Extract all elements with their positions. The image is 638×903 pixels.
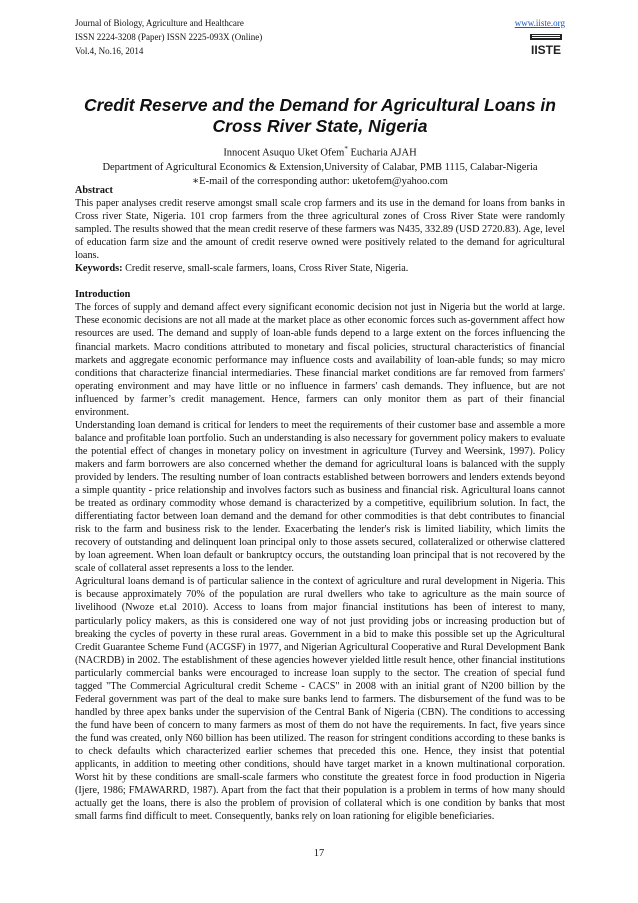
- author-block: [75, 142, 565, 189]
- title-line-2: Cross River State, Nigeria: [212, 116, 428, 136]
- keywords-label: Keywords:: [75, 263, 123, 275]
- author-names: Innocent Asuquo Uket Ofem* Eucharia AJAH: [223, 145, 417, 159]
- intro-paragraph-3: Agricultural loans demand is of particular salience in the context of agriculture and rural development in Nigeria. This is because approximately 70% of the population are rural dwellers who take to agriculture as the main source of livelihood (Nwoze et.al 2010). Access to loans from major financial institutions has been of interest to many, particularly policy makers, as this is considered one way of not just providing jobs or increasing production but of breaking the cycles of poverty in these rural areas. Government in a bid to make this possible set up the Agricultural Credit Guarantee Scheme Fund (ACGSF) in 1977, and Nigerian Agricultural Cooperative and Rural Development Bank (NACRDB) in 2002. The establishment of these agencies however yielded little result hence, other financial institutions particularly commercial banks were encouraged to increase loan supply to the sector. The creation of special fund tagged "The Commercial Agricultural credit Scheme - CACS" in 2008 with an initial grant of N200 billion by the Federal government was part of the deal to make sure banks lend to farmers. The disbursement of the fund was to be handled by three apex banks under the supervision of the Central Bank of Nigeria (CBN). The conditions to accessing the fund have been of concern to many farmers as most of them do not have the requirements. In fact, five years since the fund was created, only N60 billion has been utilized. The reason for stringent conditions according to these banks is to check defaults which characterized earlier schemes that preceded this one. Hence, they insist that potential applicants, in addition to meeting other conditions, should have target market in a known multinational corporation. Worst hit by these conditions are small-scale farmers who constitute the greatest force in food production in Nigeria (Ijere, 1986; FMAWARRD, 1987). Apart from the fact that their population is a problem in terms of how many should actually get the loans, there is also the problem of provision of collateral which is one condition by banks that most small farms find difficult to meet. Consequently, banks rely on loan rationing for eligible beneficiaries.: [75, 576, 565, 823]
- volume-line: Vol.4, No.16, 2014: [75, 46, 144, 56]
- title-line-1: Credit Reserve and the Demand for Agricultural Loans in: [84, 95, 556, 115]
- svg-text:IISTE: IISTE: [530, 43, 562, 57]
- paper-body: [75, 184, 565, 823]
- corresponding-email: ∗E-mail of the corresponding author: uketofem@yahoo.com: [192, 175, 448, 187]
- page-number: 17: [313, 848, 325, 859]
- journal-url-link[interactable]: www.iiste.org: [514, 18, 565, 28]
- abstract-heading: Abstract: [75, 185, 113, 196]
- intro-paragraph-1: The forces of supply and demand affect every significant economic decision not just in Nigeria but the world at large. These economic decisions are not all made at the market place as other economic forces such as-government affect how resources are used. The demand and supply of loan-able funds depend to a large extent on the forces influencing the financial markets. Macro conditions attributed to monetary and fiscal policies, structural characteristics of financial markets and aggregate economic performance may influence costs and availability of loan-able funds; so may micro conditions that characterize financial intermediaries. These financial market conditions are far removed from farmers' operating environment and may have little or no influence in farmers' cash demands. They influence, but are not influenced by farmer’s credit management. Hence, farmers can only monitor them as part of their financial environment.: [75, 302, 565, 418]
- paper-title: [75, 95, 565, 137]
- intro-paragraph-2: Understanding loan demand is critical for lenders to meet the requirements of their customer base and assemble a more balance and profitable loan portfolio. Such an understanding is also necessary for government policy makers to evaluate the potential effect of changes in monetary policy on investment in agriculture (Turvey and Weersink, 1997). Policy makers and farm borrowers are also concerned whether the demand for agricultural loans is balanced with the supply provided by lenders. The resulting number of loan contracts established between borrowers and lenders extends beyond a simple quantity - price relationship and involves factors such as business and financial risk. Agricultural loans cannot be treated as ordinary commodity whose demand is characterized by a competitive, equilibrium solution. In fact, the differentiating factor between loan demand and the demand for other commodities is that debt contributes to financial risk to the farm and business risk to the lender. Exacerbating the lender's risk is limited liability, which limits the recovery of outstanding and delinquent loan principal only to those assets secured, collateralized or otherwise clattered by loan agreement. When loan default or bankruptcy occurs, the outstanding loan principal that is not recovered by the scale of collateral asset represents a loss to the lender.: [75, 419, 565, 575]
- keywords-line: [75, 262, 565, 275]
- journal-name: Journal of Biology, Agriculture and Healthcare: [75, 18, 244, 28]
- keywords-text: Credit reserve, small-scale farmers, loans, Cross River State, Nigeria.: [122, 263, 409, 275]
- issn-line: ISSN 2224-3208 (Paper) ISSN 2225-093X (Online): [75, 32, 263, 42]
- iiste-logo-icon: [529, 33, 563, 57]
- page-header: [75, 16, 565, 58]
- introduction-heading: Introduction: [75, 289, 131, 301]
- author-affiliation: Department of Agricultural Economics & Extension,University of Calabar, PMB 1115, Calabar-Nigeria: [102, 161, 538, 173]
- abstract-text: This paper analyses credit reserve amongst small scale crop farmers and its use in the demand for loans from banks in Cross river State, Nigeria. 101 crop farmers from the three agricultural zones of Cross River State were randomly sampled. The results showed that the mean credit reserve of these farmers was N435, 332.89 (USD 2720.83). Age, level of education farm size and the amount of credit reserve owned were positively related to the demand for agricultural loans.: [75, 198, 565, 262]
